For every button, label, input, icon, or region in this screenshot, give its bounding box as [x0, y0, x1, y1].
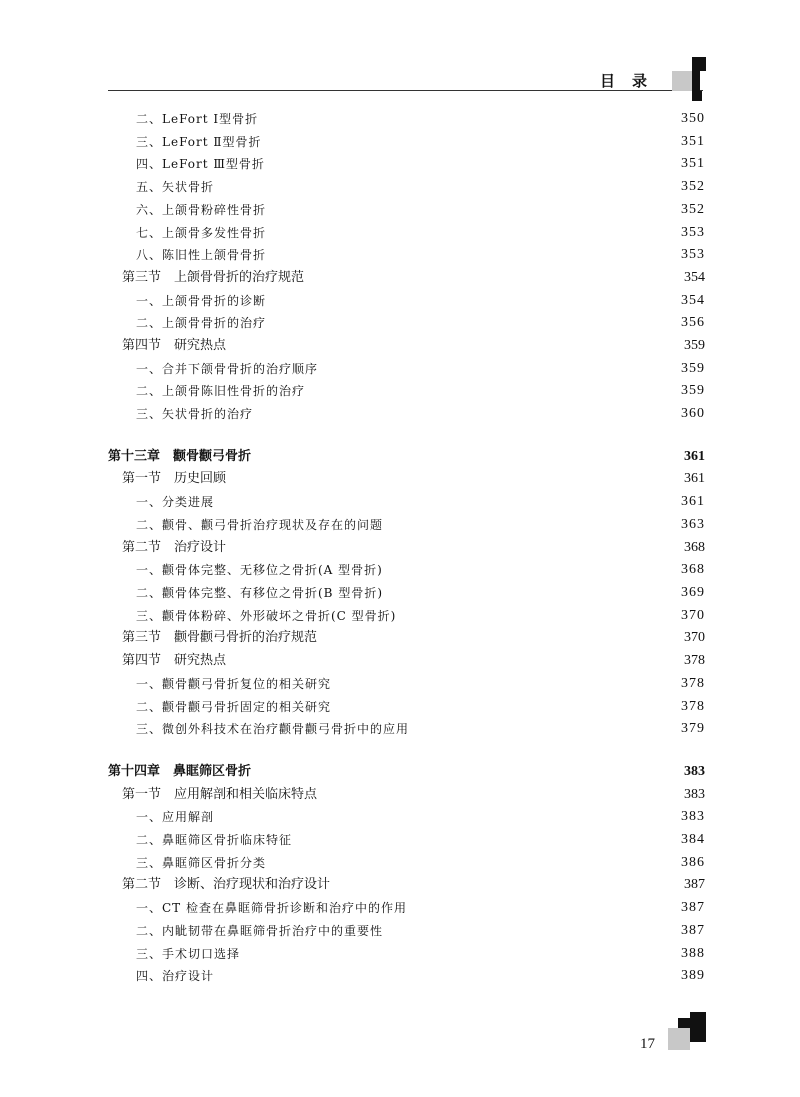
toc-leader-dots: [267, 131, 675, 153]
toc-entry-title: 第十四章 鼻眶筛区骨折: [108, 764, 252, 779]
toc-entry-page: 368: [684, 540, 705, 555]
toc-entry-title: 三、颧骨体粉碎、外形破坏之骨折(C 型骨折): [136, 609, 397, 623]
toc-leader-dots: [219, 176, 674, 198]
toc-entry-title: 一、应用解剖: [136, 810, 215, 824]
toc-leader-dots: [323, 358, 674, 380]
toc-leader-dots: [271, 244, 674, 266]
toc-entry[interactable]: [136, 153, 705, 175]
toc-entry-title: 一、颧骨颧弓骨折复位的相关研究: [136, 677, 332, 691]
toc-entry-title: 第四节 研究热点: [122, 653, 227, 668]
toc-entry-page: 370: [684, 630, 705, 645]
toc-entry-page: 351: [681, 134, 705, 149]
toc-leader-dots: [388, 920, 674, 942]
toc-entry-page: 387: [681, 923, 705, 938]
toc-leader-dots: [310, 380, 674, 402]
toc-entry[interactable]: [136, 829, 705, 851]
toc-entry-title: 一、合并下颌骨骨折的治疗顺序: [136, 362, 319, 376]
toc-entry-page: 354: [681, 293, 705, 308]
toc-entry-title: 第二节 诊断、治疗现状和治疗设计: [122, 877, 331, 892]
toc-entry-page: 359: [681, 361, 705, 376]
toc-entry[interactable]: [108, 446, 705, 468]
toc-entry-page: 352: [681, 202, 705, 217]
toc-entry[interactable]: [122, 335, 705, 357]
toc-leader-dots: [414, 718, 674, 740]
toc-leader-dots: [256, 761, 674, 783]
toc-entry-page: 370: [681, 608, 705, 623]
toc-entry[interactable]: [122, 267, 705, 289]
toc-entry[interactable]: [136, 131, 705, 153]
toc-leader-dots: [335, 874, 674, 896]
toc-leader-dots: [322, 627, 674, 649]
toc-entry[interactable]: [136, 358, 705, 380]
toc-leader-dots: [388, 559, 674, 581]
toc-entry-page: 389: [681, 968, 705, 983]
toc-entry[interactable]: [136, 965, 705, 987]
toc-entry-title: 第三节 上颌骨骨折的治疗规范: [122, 270, 305, 285]
toc-entry[interactable]: [122, 627, 705, 649]
toc-entry-title: 三、矢状骨折的治疗: [136, 407, 254, 421]
toc-entry[interactable]: [136, 806, 705, 828]
toc-entry[interactable]: [136, 559, 705, 581]
toc-entry-title: 三、手术切口选择: [136, 947, 241, 961]
toc-entry-title: 二、颧骨体完整、有移位之骨折(B 型骨折): [136, 586, 383, 600]
toc-leader-dots: [412, 897, 674, 919]
toc-entry-title: 二、鼻眶筛区骨折临床特征: [136, 833, 293, 847]
toc-entry[interactable]: [122, 784, 705, 806]
toc-entry-page: 378: [684, 653, 705, 668]
toc-entry[interactable]: [136, 108, 705, 130]
toc-entry-page: 359: [684, 338, 705, 353]
toc-entry-page: 363: [681, 517, 705, 532]
toc-entry[interactable]: [122, 874, 705, 896]
toc-entry-page: 384: [681, 832, 705, 847]
toc-entry-title: 第四节 研究热点: [122, 338, 227, 353]
toc-entry-title: 三、微创外科技术在治疗颧骨颧弓骨折中的应用: [136, 722, 410, 736]
toc-leader-dots: [245, 943, 674, 965]
toc-leader-dots: [401, 605, 674, 627]
toc-leader-dots: [256, 446, 674, 468]
toc-entry-title: 第十三章 颧骨颧弓骨折: [108, 449, 252, 464]
toc-entry[interactable]: [122, 650, 705, 672]
corner-decoration-top: [672, 57, 708, 101]
toc-entry-title: 第二节 治疗设计: [122, 540, 227, 555]
page-header-title: 目 录: [600, 72, 649, 90]
toc-entry-title: 二、颧骨颧弓骨折固定的相关研究: [136, 700, 332, 714]
toc-leader-dots: [388, 514, 674, 536]
toc-leader-dots: [271, 222, 674, 244]
toc-entry-page: 361: [681, 494, 705, 509]
toc-entry-page: 383: [684, 787, 705, 802]
toc-entry-title: 四、治疗设计: [136, 969, 215, 983]
toc-entry-title: 一、颧骨体完整、无移位之骨折(A 型骨折): [136, 563, 383, 577]
toc-entry-page: 353: [681, 247, 705, 262]
toc-entry-page: 383: [681, 809, 705, 824]
toc-entry-title: 二、内眦韧带在鼻眶筛骨折治疗中的重要性: [136, 924, 384, 938]
toc-leader-dots: [258, 403, 674, 425]
toc-leader-dots: [219, 806, 674, 828]
toc-entry-page: 388: [681, 946, 705, 961]
toc-entry-page: 350: [681, 111, 705, 126]
toc-entry-title: 八、陈旧性上颌骨骨折: [136, 248, 267, 262]
toc-entry-page: 387: [684, 877, 705, 892]
page-number: 17: [640, 1036, 655, 1052]
toc-entry-page: 378: [681, 699, 705, 714]
toc-entry-title: 第一节 应用解剖和相关临床特点: [122, 787, 318, 802]
toc-entry-title: 五、矢状骨折: [136, 180, 215, 194]
toc-entry[interactable]: [122, 468, 705, 490]
toc-leader-dots: [322, 784, 674, 806]
toc-entry-page: 352: [681, 179, 705, 194]
toc-entry-title: 三、LeFort Ⅱ型骨折: [136, 135, 262, 149]
toc-entry-page: 387: [681, 900, 705, 915]
toc-leader-dots: [231, 335, 674, 357]
toc-entry[interactable]: [136, 176, 705, 198]
toc-entry-page: 361: [684, 471, 705, 486]
toc-entry[interactable]: [136, 852, 705, 874]
toc-entry[interactable]: [136, 290, 705, 312]
toc-entry-page: 386: [681, 855, 705, 870]
toc-entry-page: 354: [684, 270, 705, 285]
toc-entry[interactable]: [136, 244, 705, 266]
toc-leader-dots: [336, 696, 674, 718]
toc-entry[interactable]: [136, 897, 705, 919]
toc-entry-page: 383: [684, 764, 705, 779]
toc-leader-dots: [309, 267, 674, 289]
toc-entry-title: 二、上颌骨陈旧性骨折的治疗: [136, 384, 306, 398]
toc-entry-page: 356: [681, 315, 705, 330]
toc-entry[interactable]: [108, 761, 705, 783]
toc-entry[interactable]: [136, 380, 705, 402]
toc-entry[interactable]: [136, 673, 705, 695]
toc-entry-title: 二、LeFort Ⅰ型骨折: [136, 112, 259, 126]
header-rule: [108, 90, 703, 91]
toc-entry[interactable]: [136, 718, 705, 740]
toc-entry-page: 379: [681, 721, 705, 736]
toc-entry-title: 第一节 历史回顾: [122, 471, 227, 486]
toc-entry[interactable]: [136, 403, 705, 425]
toc-leader-dots: [231, 468, 674, 490]
toc-leader-dots: [388, 582, 674, 604]
toc-leader-dots: [263, 108, 674, 130]
toc-entry[interactable]: [136, 605, 705, 627]
toc-entry-title: 七、上颌骨多发性骨折: [136, 226, 267, 240]
toc-leader-dots: [297, 829, 674, 851]
toc-leader-dots: [271, 852, 674, 874]
toc-entry[interactable]: [122, 537, 705, 559]
toc-entry-page: 378: [681, 676, 705, 691]
toc-entry-title: 三、鼻眶筛区骨折分类: [136, 856, 267, 870]
toc-entry-title: 一、分类进展: [136, 495, 215, 509]
toc-entry-title: 一、CT 检查在鼻眶筛骨折诊断和治疗中的作用: [136, 901, 408, 915]
toc-entry-title: 一、上颌骨骨折的诊断: [136, 294, 267, 308]
corner-decoration-bottom: [668, 1012, 708, 1052]
toc-entry-title: 六、上颌骨粉碎性骨折: [136, 203, 267, 217]
toc-entry-page: 353: [681, 225, 705, 240]
toc-entry-page: 369: [681, 585, 705, 600]
toc-leader-dots: [271, 290, 674, 312]
toc-entry[interactable]: [136, 312, 705, 334]
toc-entry[interactable]: [136, 943, 705, 965]
toc-entry[interactable]: [136, 222, 705, 244]
toc-leader-dots: [219, 965, 674, 987]
toc-leader-dots: [270, 153, 674, 175]
toc-entry-page: 368: [681, 562, 705, 577]
toc-entry[interactable]: [136, 920, 705, 942]
toc-entry-title: 第三节 颧骨颧弓骨折的治疗规范: [122, 630, 318, 645]
toc-entry-page: 360: [681, 406, 705, 421]
toc-entry-page: 351: [681, 156, 705, 171]
toc-entry[interactable]: [136, 199, 705, 221]
toc-entry-page: 361: [684, 449, 705, 464]
toc-entry[interactable]: [136, 696, 705, 718]
toc-entry[interactable]: [136, 582, 705, 604]
toc-entry-title: 二、上颌骨骨折的治疗: [136, 316, 267, 330]
toc-leader-dots: [271, 199, 674, 221]
toc-entry[interactable]: [136, 514, 705, 536]
toc-entry-page: 359: [681, 383, 705, 398]
toc-leader-dots: [219, 491, 674, 513]
toc-leader-dots: [336, 673, 674, 695]
toc-entry-title: 二、颧骨、颧弓骨折治疗现状及存在的问题: [136, 518, 384, 532]
toc-entry-title: 四、LeFort Ⅲ型骨折: [136, 157, 265, 171]
toc-leader-dots: [231, 650, 674, 672]
toc-leader-dots: [231, 537, 674, 559]
toc-leader-dots: [271, 312, 674, 334]
toc-entry[interactable]: [136, 491, 705, 513]
